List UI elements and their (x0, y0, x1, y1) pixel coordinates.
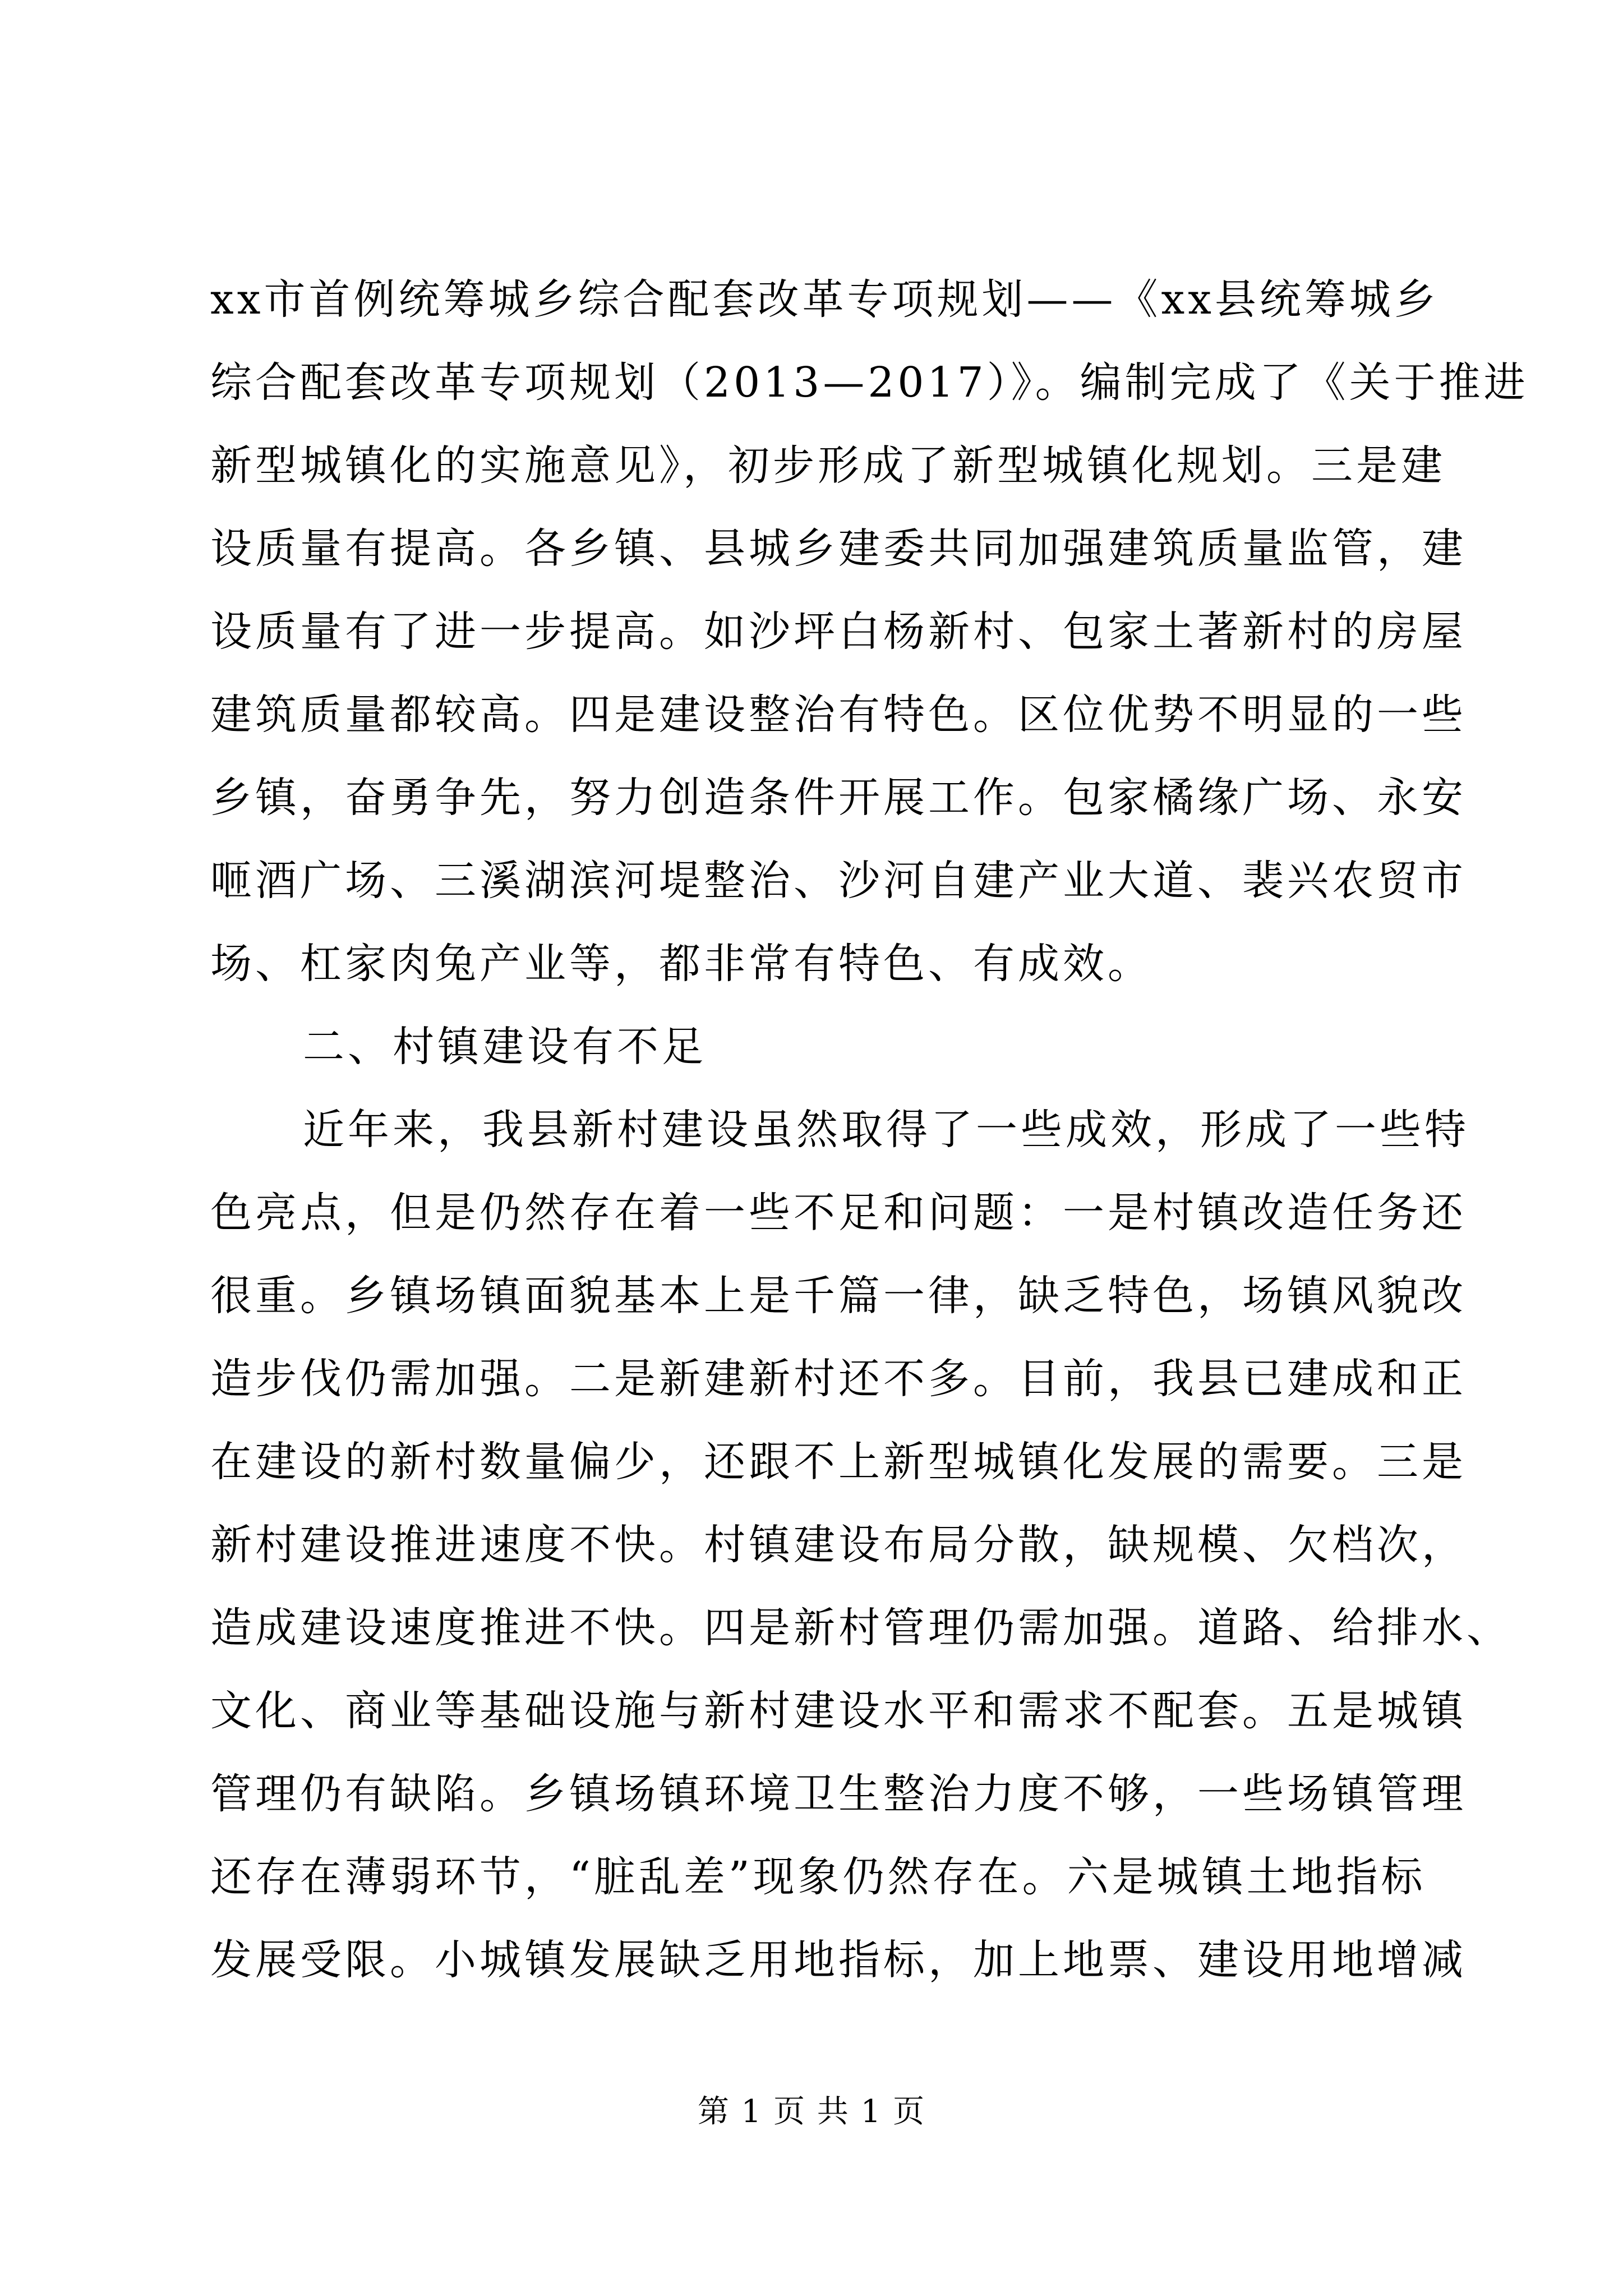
text-line-7: 乡镇，奋勇争先，努力创造条件开展工作。包家橘缘广场、永安 (210, 774, 1467, 822)
text-line-2: 综合配套改革专项规划（2013—2017）》。编制完成了《关于推进 (210, 358, 1529, 407)
text-line-15: 在建设的新村数量偏少，还跟不上新型城镇化发展的需要。三是 (210, 1438, 1467, 1486)
text-line-19: 管理仍有缺陷。乡镇场镇环境卫生整治力度不够，一些场镇管理 (210, 1770, 1467, 1818)
text-line-21: 发展受限。小城镇发展缺乏用地指标，加上地票、建设用地增减 (210, 1936, 1467, 1984)
page-footer: 第 1 页 共 1 页 (697, 2093, 926, 2130)
text-line-16: 新村建设推进速度不快。村镇建设布局分散，缺规模、欠档次， (210, 1521, 1467, 1569)
text-line-17: 造成建设速度推进不快。四是新村管理仍需加强。道路、给排水、 (210, 1604, 1511, 1652)
text-line-9: 场、杠家肉兔产业等，都非常有特色、有成效。 (210, 940, 1152, 988)
text-line-3: 新型城镇化的实施意见》，初步形成了新型城镇化规划。三是建 (210, 441, 1446, 490)
text-line-18: 文化、商业等基础设施与新村建设水平和需求不配套。五是城镇 (210, 1687, 1467, 1735)
text-line-4: 设质量有提高。各乡镇、县城乡建委共同加强建筑质量监管，建 (210, 524, 1467, 573)
text-line-8: 咂酒广场、三溪湖滨河堤整治、沙河自建产业大道、裴兴农贸市 (210, 857, 1467, 905)
text-line-5: 设质量有了进一步提高。如沙坪白杨新村、包家土著新村的房屋 (210, 608, 1467, 656)
text-line-12: 色亮点，但是仍然存在着一些不足和问题：一是村镇改造任务还 (210, 1189, 1467, 1237)
body-text (210, 258, 1529, 2001)
text-line-20: 还存在薄弱环节，“脏乱差”现象仍然存在。六是城镇土地指标 (210, 1853, 1426, 1901)
text-line-11: 近年来，我县新村建设虽然取得了一些成效，形成了一些特 (303, 1106, 1469, 1154)
text-line-14: 造步伐仍需加强。二是新建新村还不多。目前，我县已建成和正 (210, 1355, 1467, 1403)
text-line-1: xx市首例统筹城乡综合配套改革专项规划——《xx县统筹城乡 (210, 275, 1439, 324)
section-heading: 二、村镇建设有不足 (303, 1023, 707, 1071)
text-line-13: 很重。乡镇场镇面貌基本上是千篇一律，缺乏特色，场镇风貌改 (210, 1272, 1467, 1320)
text-line-6: 建筑质量都较高。四是建设整治有特色。区位优势不明显的一些 (210, 691, 1467, 739)
